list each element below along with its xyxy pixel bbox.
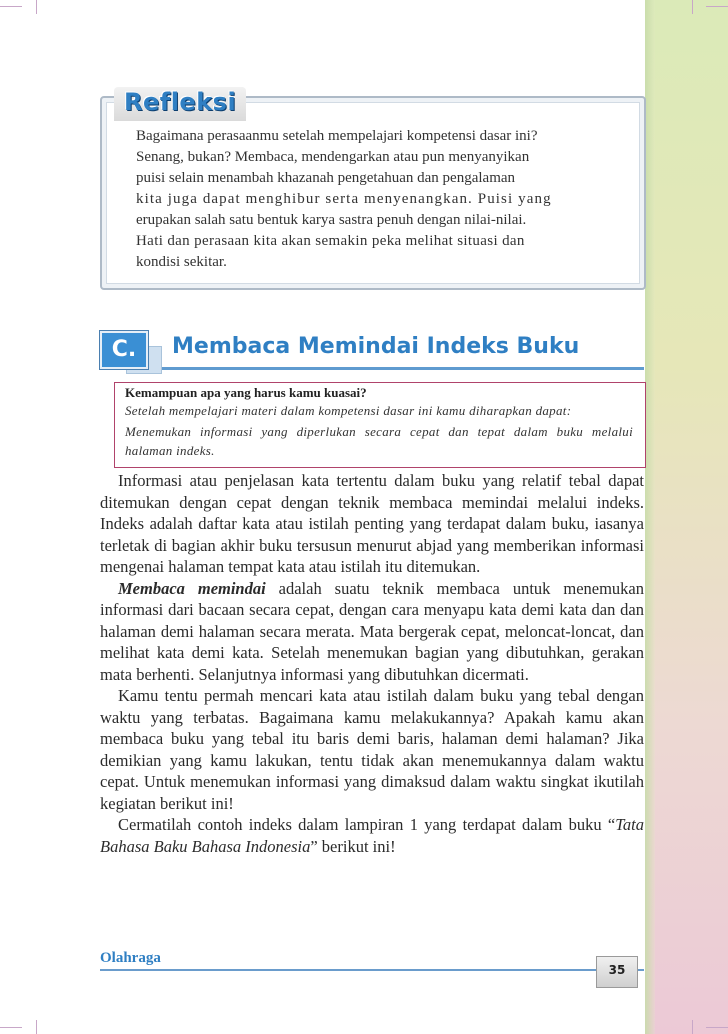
refleksi-line: Hati dan perasaan kita akan semakin peka melihat situasi dan [136,233,525,249]
section-underline [100,367,644,370]
refleksi-line: puisi selain menambah khazanah pengetahuan dan pengalaman [136,170,516,186]
crop-mark [36,1020,37,1034]
crop-mark [692,0,693,14]
kompetensi-line: halaman indeks. [125,443,215,458]
refleksi-line: kita juga dapat menghibur serta menyenangkan. Puisi yang [136,191,552,207]
paragraph-4 [100,814,644,857]
footer-label: Olahraga [100,950,161,966]
quote-open: “ [607,815,616,834]
refleksi-text [136,126,613,273]
decorative-side-band [645,0,728,1034]
footer-line [100,969,644,971]
paragraph-4-start: Cermatilah contoh indeks dalam lampiran 1 yang terdapat dalam buku [118,815,608,834]
refleksi-box [100,74,644,288]
crop-mark [0,1027,22,1028]
kompetensi-box [114,382,646,468]
refleksi-line: kondisi sekitar. [136,254,227,270]
crop-mark [692,1020,693,1034]
crop-mark [0,6,22,7]
paragraph-2-text: adalah suatu teknik membaca untuk menemukan informasi dari bacaan secara cepat, dengan cara menyapu kata demi kata dan dan halaman demi halaman secara merata. Mata bergerak cepat, meloncat-loncat, dan melihat kata demi kata. Setelah menemukan bagian yang dibutuhkan, gerakan mata berhenti. Selanjutnya informasi yang dibutuhkan dicermati. [100,578,644,684]
book-title: Tata Bahasa Baku Bahasa Indonesia [100,815,644,856]
page-number-badge [596,956,638,988]
paragraph-2 [100,578,644,686]
refleksi-line: Bagaimana perasaanmu setelah mempelajari kompetensi dasar ini? [136,128,538,144]
section-letter-badge: C. [100,331,148,369]
crop-mark [706,6,728,7]
body-text [100,470,644,857]
refleksi-title: Refleksi [124,88,237,116]
crop-mark [706,1027,728,1028]
kompetensi-line: Menemukan informasi yang diperlukan secara cepat dan tepat dalam buku melalui [125,424,633,439]
page-number: 35 [608,963,626,977]
paragraph-1: Informasi atau penjelasan kata tertentu dalam buku yang relatif tebal dapat ditemukan dengan cepat dengan teknik membaca memindai melalui indeks. Indeks adalah daftar kata atau istilah penting yang terdapat dalam buku, iasanya terletak di bagian akhir buku tersusun menurut abjad yang memberikan informasi mengenai halaman tempat kata atau istilah itu ditemukan. [100,471,644,576]
section-title: Membaca Memindai Indeks Buku [172,334,580,359]
kompetensi-heading: Kemampuan apa yang harus kamu kuasai? [125,385,367,400]
refleksi-line: erupakan salah satu bentuk karya sastra penuh dengan nilai-nilai. [136,212,527,228]
term-membaca-memindai: Membaca memindai [118,578,266,598]
kompetensi-line: Setelah mempelajari materi dalam kompetensi dasar ini kamu diharapkan dapat: [125,403,572,418]
paragraph-4-end: ” berikut ini! [310,836,396,856]
crop-mark [36,0,37,14]
refleksi-line: Senang, bukan? Membaca, mendengarkan atau pun menyanyikan [136,149,530,165]
paragraph-3: Kamu tentu permah mencari kata atau istilah dalam buku yang tebal dengan waktu yang terbatas. Bagaimana kamu melakukannya? Apakah kamu akan membaca buku yang tebal itu baris demi baris, halaman demi halaman? Jika demikian yang kamu lakukan, tentu tidak akan menemukannya dalam waktu cepat. Untuk menemukan informasi yang dimaksud dalam waktu singkat ikutilah kegiatan berikut ini! [100,686,644,813]
